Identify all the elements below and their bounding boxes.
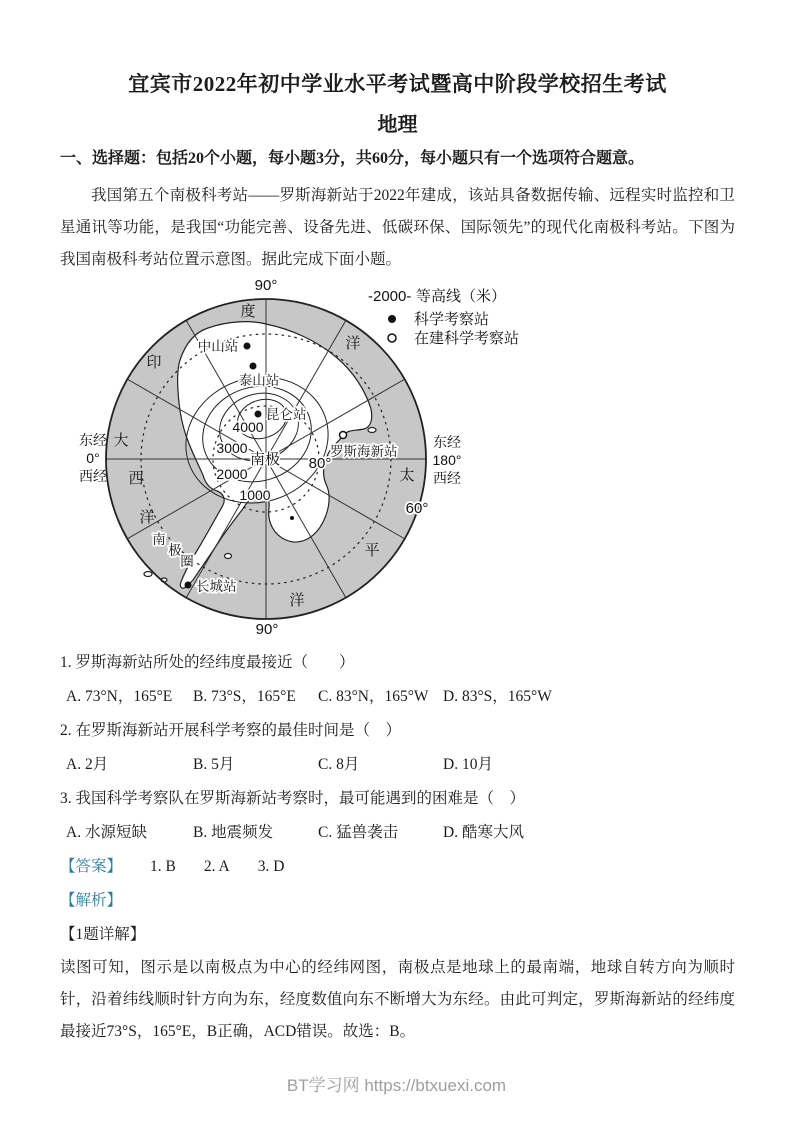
answer-label: 【答案】 <box>60 858 123 875</box>
contour-1000-label: 1000 <box>239 487 271 503</box>
zhongshan-station-label: 中山站 <box>197 339 239 354</box>
question-2-option-b: B. 5月 <box>193 756 235 773</box>
left-0-degree-label: 0° <box>86 450 100 466</box>
kunlun-station-dot <box>255 411 262 418</box>
taishan-station-dot <box>250 363 257 370</box>
antarctic-circle-char-1: 南 <box>152 532 166 547</box>
indian-ocean-char-1: 印 <box>146 354 162 371</box>
greatwall-station-label: 长城站 <box>196 579 237 594</box>
island <box>144 572 152 577</box>
analysis-label: 【解析】 <box>60 892 123 909</box>
ross-sea-station-circle <box>340 432 347 439</box>
greatwall-station-dot <box>185 582 192 589</box>
left-west-longitude-label: 西经 <box>79 468 107 484</box>
subject-title: 地理 <box>377 114 418 136</box>
kunlun-station-label: 昆仑站 <box>266 407 307 422</box>
meridian-top-label: 90° <box>254 278 278 294</box>
question-block <box>60 646 735 850</box>
zhongshan-station-dot <box>244 343 251 350</box>
south-pole-label: 南极 <box>249 451 281 468</box>
question-3-option-c: C. 猛兽袭击 <box>318 824 399 841</box>
question-1-detail-heading: 【1题详解】 <box>60 926 146 943</box>
question-3-option-b: B. 地震频发 <box>193 824 274 841</box>
pacific-ocean-char-2: 平 <box>364 542 380 559</box>
legend-station-dot-icon <box>388 315 396 323</box>
meridian-bottom-label: 90° <box>255 621 279 638</box>
pacific-ocean-char-3: 洋 <box>289 592 305 609</box>
question-3-option-a: A. 水源短缺 <box>66 824 147 841</box>
answer-row <box>60 850 735 884</box>
contour-3000-label: 3000 <box>216 440 248 456</box>
question-1-option-d: D. 83°S，165°W <box>443 688 552 705</box>
question-1-stem: 1. 罗斯海新站所处的经纬度最接近（ ） <box>60 654 355 671</box>
question-1-options <box>60 680 735 714</box>
island <box>368 428 376 433</box>
legend-station-under-construction-label: 在建科学考察站 <box>414 330 520 347</box>
question-3 <box>60 782 735 850</box>
taishan-station-label: 泰山站 <box>238 373 280 388</box>
intro-paragraph: 我国第五个南极科考站——罗斯海新站于2022年建成，该站具备数据传输、远程实时监控和卫星通讯等功能，是我国“功能完善、设备先进、低碳环保、国际领先”的现代化南极科考站。下图为我国南极科考站位置示意图。据此完成下面小题。 <box>60 187 735 268</box>
question-3-stem: 3. 我国科学考察队在罗斯海新站考察时，最可能遇到的困难是（ ） <box>60 790 526 807</box>
left-east-longitude-label: 东经 <box>79 432 107 448</box>
question-3-option-d: D. 酷寒大风 <box>443 824 524 841</box>
lat-80-label: 80° <box>308 455 332 472</box>
small-station-dot <box>290 516 294 520</box>
answer-item-1: 1. B <box>150 858 176 875</box>
answer-item-3: 3. D <box>257 858 285 875</box>
ross-sea-station-label: 罗斯海新站 <box>330 444 398 459</box>
right-180-degree-label: 180° <box>432 452 462 468</box>
question-2-option-d: D. 10月 <box>443 756 493 773</box>
question-2-option-c: C. 8月 <box>318 756 360 773</box>
legend-station-under-construction-icon <box>388 334 396 342</box>
legend-contour-sample: -2000- <box>368 288 412 305</box>
legend-station-label: 科学考察站 <box>414 311 490 328</box>
antarctica-polar-map <box>60 278 530 640</box>
antarctica-map-figure <box>60 278 530 640</box>
question-1 <box>60 646 735 714</box>
antarctic-circle-char-3: 圈 <box>180 554 194 569</box>
question-1-option-c: C. 83°N，165°W <box>318 688 429 705</box>
question-1-option-b: B. 73°S，165°E <box>193 688 296 705</box>
atlantic-ocean-char-3: 洋 <box>139 509 155 526</box>
site-watermark-link[interactable]: BT学习网 https://btxuexi.com <box>286 1076 507 1095</box>
question-2-option-a: A. 2月 <box>66 756 109 773</box>
island <box>225 554 232 559</box>
question-2-stem: 2. 在罗斯海新站开展科学考察的最佳时间是（ ） <box>60 722 402 739</box>
right-west-longitude-label: 西经 <box>433 470 461 486</box>
contour-4000-label: 4000 <box>232 419 264 435</box>
pacific-ocean-char-1: 太 <box>399 467 415 484</box>
section-header: 一、选择题：包括20个小题，每小题3分，共60分，每小题只有一个选项符合题意。 <box>60 150 645 167</box>
indian-ocean-char-3: 洋 <box>345 335 361 352</box>
antarctic-circle-char-2: 极 <box>168 543 182 558</box>
lat-60-label: 60° <box>405 500 429 517</box>
indian-ocean-char-2: 度 <box>240 303 256 320</box>
legend-contour-label: 等高线（米） <box>416 288 507 305</box>
question-1-option-a: A. 73°N，165°E <box>66 688 173 705</box>
question-1-detail-text: 读图可知，图示是以南极点为中心的经纬网图，南极点是地球上的最南端，地球自转方向为顺时针，沿着纬线顺时针方向为东，经度数值向东不断增大为东经。由此可判定，罗斯海新站的经纬度最接近73°S，165°E，B正确，ACD错误。故选：B。 <box>60 959 735 1040</box>
page-title: 宜宾市2022年初中学业水平考试暨高中阶段学校招生考试 <box>128 72 667 96</box>
right-east-longitude-label: 东经 <box>433 434 461 450</box>
answer-item-2: 2. A <box>203 858 230 875</box>
question-3-options <box>60 816 735 850</box>
atlantic-ocean-char-1: 大 <box>113 432 129 449</box>
question-2-options <box>60 748 735 782</box>
question-2 <box>60 714 735 782</box>
contour-2000-label: 2000 <box>216 466 248 482</box>
atlantic-ocean-char-2: 西 <box>128 470 144 487</box>
